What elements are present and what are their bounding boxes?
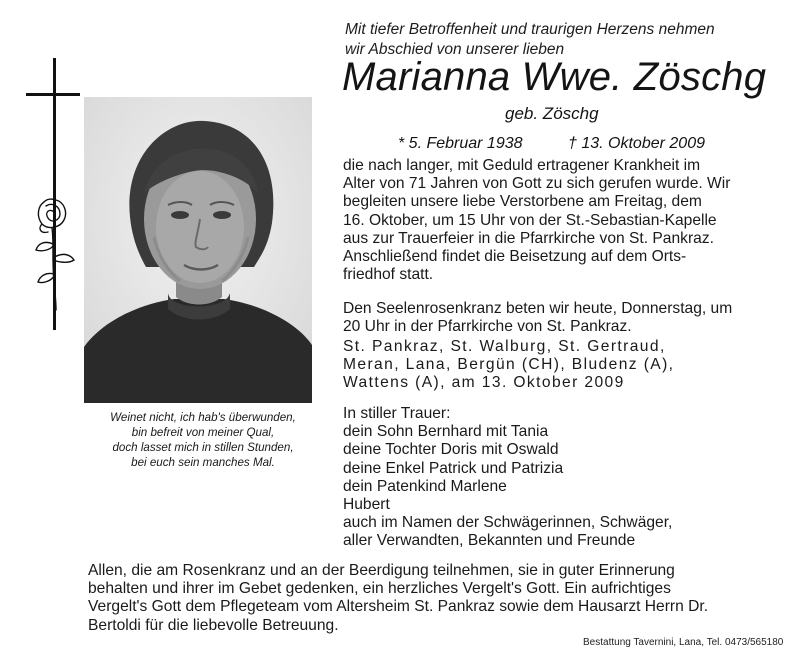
text-line: Den Seelenrosenkranz beten wir heute, Donnerstag, um [343,300,733,317]
text-line: die nach langer, mit Geduld ertragener Krankheit im [343,157,701,174]
mourner-line: dein Patenkind Marlene [343,477,507,495]
deceased-name: Marianna Wwe. Zöschg [342,55,767,99]
undertaker-credit: Bestattung Tavernini, Lana, Tel. 0473/565180 [583,637,784,648]
intro-text [345,20,715,60]
mourner-line: deine Tochter Doris mit Oswald [343,441,559,459]
poem [74,410,332,470]
text-line: Alter von 71 Jahren von Gott zu sich gerufen wurde. Wir [343,175,731,193]
mourners-list [343,405,672,551]
mourner-line: dein Sohn Bernhard mit Tania [343,423,549,441]
text-line: 20 Uhr in der Pfarrkirche von St. Pankraz. [343,318,632,336]
mourner-line: Hubert [343,496,390,514]
mourner-line: auch im Namen der Schwägerinnen, Schwäger, [343,514,673,532]
text-line: aus zur Trauerfeier in die Pfarrkirche von St. Pankraz. [343,229,714,247]
funeral-text [343,157,730,284]
text-line: friedhof statt. [343,266,434,284]
mourner-line: deine Enkel Patrick und Patrizia [343,459,564,477]
poem-line: doch lasset mich in stillen Stunden, [112,441,294,454]
text-line: 16. Oktober, um 15 Uhr von der St.-Sebastian-Kapelle [343,211,717,229]
text-line: Allen, die am Rosenkranz und an der Beerdigung teilnehmen, sie in guter Erinnerung [88,562,675,579]
places-date [343,338,674,393]
text-line: Meran, Lana, Bergün (CH), Bludenz (A), [343,356,675,374]
text-line: behalten und ihrer im Gebet gedenken, ein herzliches Vergelt's Gott. Ein aufrichtiges [88,580,671,598]
poem-line: Weinet nicht, ich hab's überwunden, [110,411,296,424]
text-line: begleiten unsere liebe Verstorbene am Freitag, dem [343,193,702,211]
mourner-line: In stiller Trauer: [343,405,451,422]
poem-line: bin befreit von meiner Qual, [131,426,275,439]
cross-icon-bar [26,93,80,96]
death-date: † 13. Oktober 2009 [568,135,705,152]
intro-line: Mit tiefer Betroffenheit und traurigen Herzens nehmen [345,21,715,38]
mourner-line: aller Verwandten, Bekannten und Freunde [343,532,636,550]
thanks-text [88,562,708,635]
rose-icon [30,192,78,312]
text-line: St. Pankraz, St. Walburg, St. Gertraud, [343,338,666,355]
text-line: Vergelt's Gott dem Pflegeteam vom Altersheim St. Pankraz sowie dem Hausarzt Herrn Dr. [88,598,709,616]
portrait-photo [84,97,312,403]
birth-date: * 5. Februar 1938 [398,135,523,152]
intro-line: wir Abschied von unserer lieben [345,41,565,58]
birth-name: geb. Zöschg [505,104,599,123]
text-line: Anschließend findet die Beisetzung auf dem Orts- [343,248,687,266]
rosary-text [343,300,732,336]
text-line: Wattens (A), am 13. Oktober 2009 [343,374,625,392]
poem-line: bei euch sein manches Mal. [131,456,275,469]
text-line: Bertoldi für die liebevolle Betreuung. [88,616,339,634]
